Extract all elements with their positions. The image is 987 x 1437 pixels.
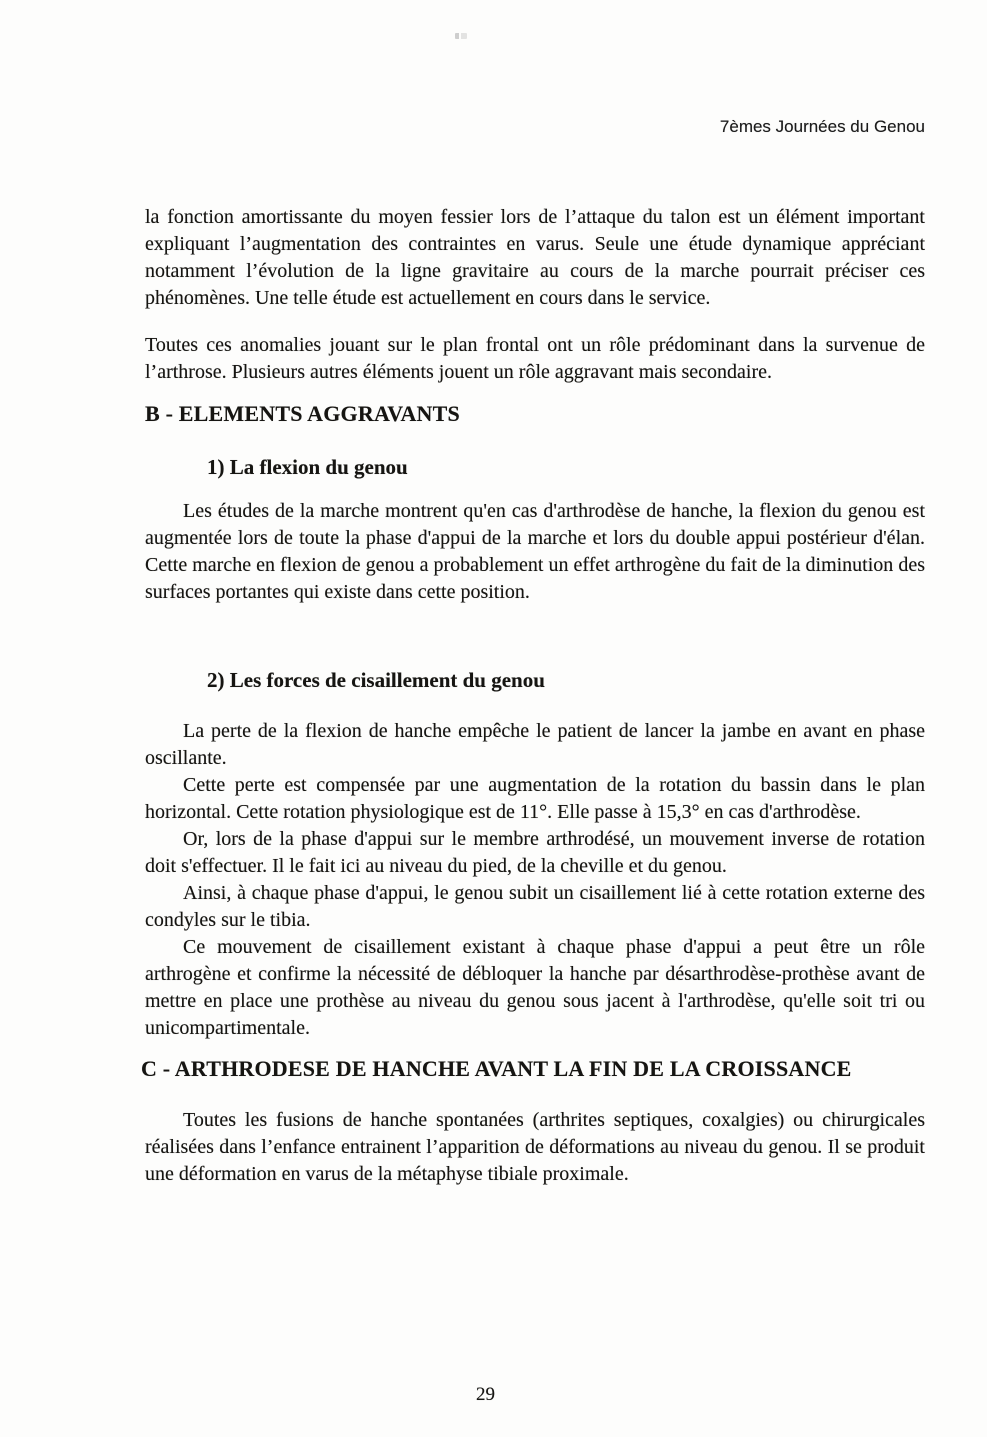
- paragraph-cisaillement-2: Cette perte est compensée par une augmentation de la rotation du bassin dans le plan horizontal. Cette rotation physiologique est de 11°. Elle passe à 15,3° en cas d'arthrodèse.: [145, 774, 925, 823]
- heading-section-b: B - ELEMENTS AGGRAVANTS: [145, 401, 460, 426]
- paragraph-croissance-1: Toutes les fusions de hanche spontanées (arthrites septiques, coxalgies) ou chirurgicales réalisées dans l’enfance entrainent l’apparition de déformations au niveau du genou. Il se produit une déformation en varus de la métaphyse tibiale proximale.: [145, 1109, 925, 1185]
- heading-sub-2-cisaillement: 2) Les forces de cisaillement du genou: [207, 668, 545, 692]
- scan-artifact: [455, 33, 467, 39]
- paragraph-intro-2: Toutes ces anomalies jouant sur le plan frontal ont un rôle prédominant dans la survenue de l’arthrose. Plusieurs autres éléments jouent un rôle aggravant mais secondaire.: [145, 334, 925, 383]
- paragraph-cisaillement-3: Or, lors de la phase d'appui sur le membre arthrodésé, un mouvement inverse de rotation doit s'effectuer. Il le fait ici au niveau du pied, de la cheville et du genou.: [145, 828, 925, 877]
- text-block: [141, 204, 925, 1188]
- page-number: 29: [476, 1384, 495, 1405]
- paragraph-flexion-1: Les études de la marche montrent qu'en cas d'arthrodèse de hanche, la flexion du genou est augmentée lors de toute la phase d'appui de la marche et lors du double appui postérieur d'élan. Cette marche en flexion de genou a probablement un effet arthrogène du fait de la diminution des surfaces portantes qui existe dans cette position.: [145, 500, 925, 603]
- heading-sub-1-flexion: 1) La flexion du genou: [207, 455, 408, 479]
- running-header: 7èmes Journées du Genou: [719, 117, 925, 136]
- heading-section-c: C - ARTHRODESE DE HANCHE AVANT LA FIN DE LA CROISSANCE: [141, 1056, 852, 1081]
- paragraph-cisaillement-4: Ainsi, à chaque phase d'appui, le genou subit un cisaillement lié à cette rotation externe des condyles sur le tibia.: [145, 882, 925, 931]
- paragraph-intro-1: la fonction amortissante du moyen fessier lors de l’attaque du talon est un élément important expliquant l’augmentation des contraintes en varus. Seule une étude dynamique appréciant notamment l’évolution de la ligne gravitaire au cours de la marche pourrait préciser ces phénomènes. Une telle étude est actuellement en cours dans le service.: [145, 206, 925, 309]
- paragraph-cisaillement-5: Ce mouvement de cisaillement existant à chaque phase d'appui a peut être un rôle arthrogène et confirme la nécessité de débloquer la hanche par désarthrodèse-prothèse avant de mettre en place une prothèse au niveau du genou sous jacent à l'arthrodèse, qu'elle soit tri ou unicompartimentale.: [145, 936, 925, 1039]
- paragraph-cisaillement-1: La perte de la flexion de hanche empêche le patient de lancer la jambe en avant en phase oscillante.: [145, 720, 925, 769]
